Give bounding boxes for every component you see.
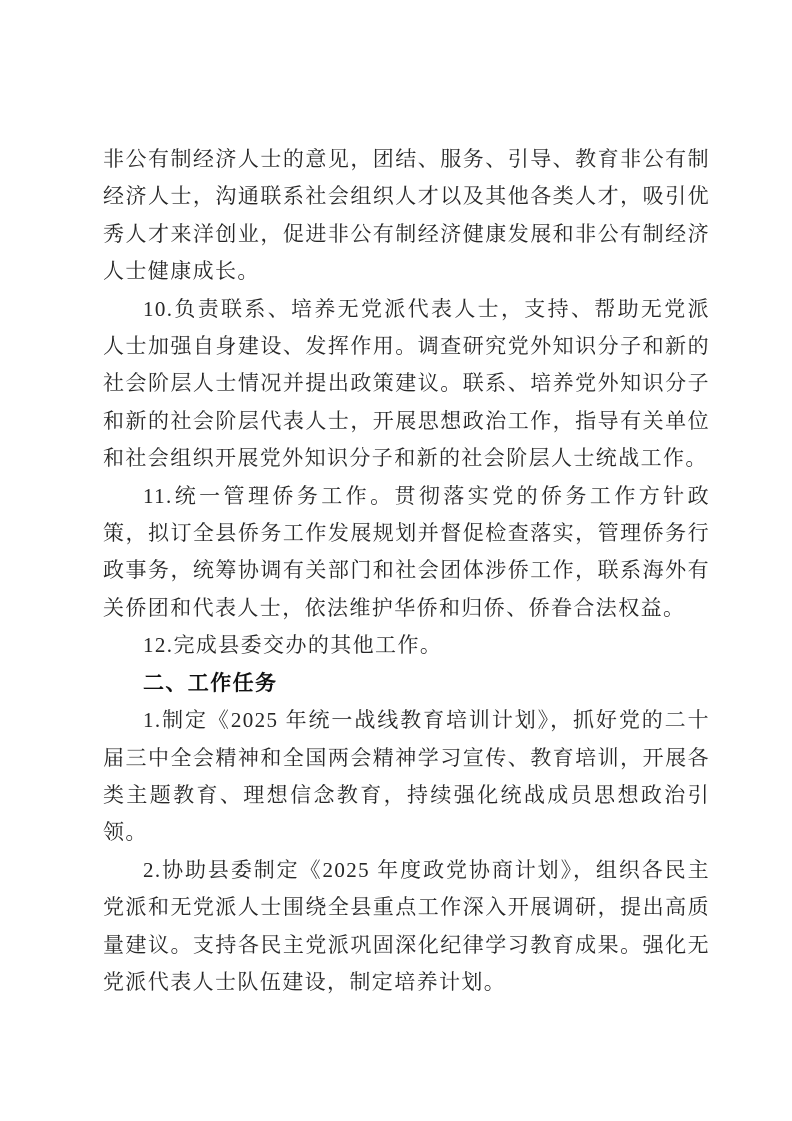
paragraph: 11.统一管理侨务工作。贯彻落实党的侨务工作方针政策，拟订全县侨务工作发展规划并督促检查落实，管理侨务行政事务，统筹协调有关部门和社会团体涉侨工作，联系海外有关侨团和代表人士，依法维护华侨和归侨、侨眷合法权益。 [103,483,710,620]
paragraph: 12.完成县委交办的其他工作。 [143,633,443,658]
paragraph: 10.负责联系、培养无党派代表人士，支持、帮助无党派人士加强自身建设、发挥作用。调查研究党外知识分子和新的社会阶层人士情况并提出政策建议。联系、培养党外知识分子和新的社会阶层代表人士，开展思想政治工作，指导有关单位和社会组织开展党外知识分子和新的社会阶层人士统战工作。 [103,296,710,471]
document-body [103,141,710,1001]
section-heading: 二、工作任务 [143,671,278,695]
paragraph: 1.制定《2025 年统一战线教育培训计划》，抓好党的二十届三中全会精神和全国两会精神学习宣传、教育培训，开展各类主题教育、理想信念教育，持续强化统战成员思想政治引领。 [103,708,710,845]
paragraph: 2.协助县委制定《2025 年度政党协商计划》，组织各民主党派和无党派人士围绕全县重点工作深入开展调研，提出高质量建议。支持各民主党派巩固深化纪律学习教育成果。强化无党派代表人士队伍建设，制定培养计划。 [103,857,710,994]
paragraph: 非公有制经济人士的意见，团结、服务、引导、教育非公有制经济人士，沟通联系社会组织人才以及其他各类人才，吸引优秀人才来洋创业，促进非公有制经济健康发展和非公有制经济人士健康成长。 [103,147,710,284]
